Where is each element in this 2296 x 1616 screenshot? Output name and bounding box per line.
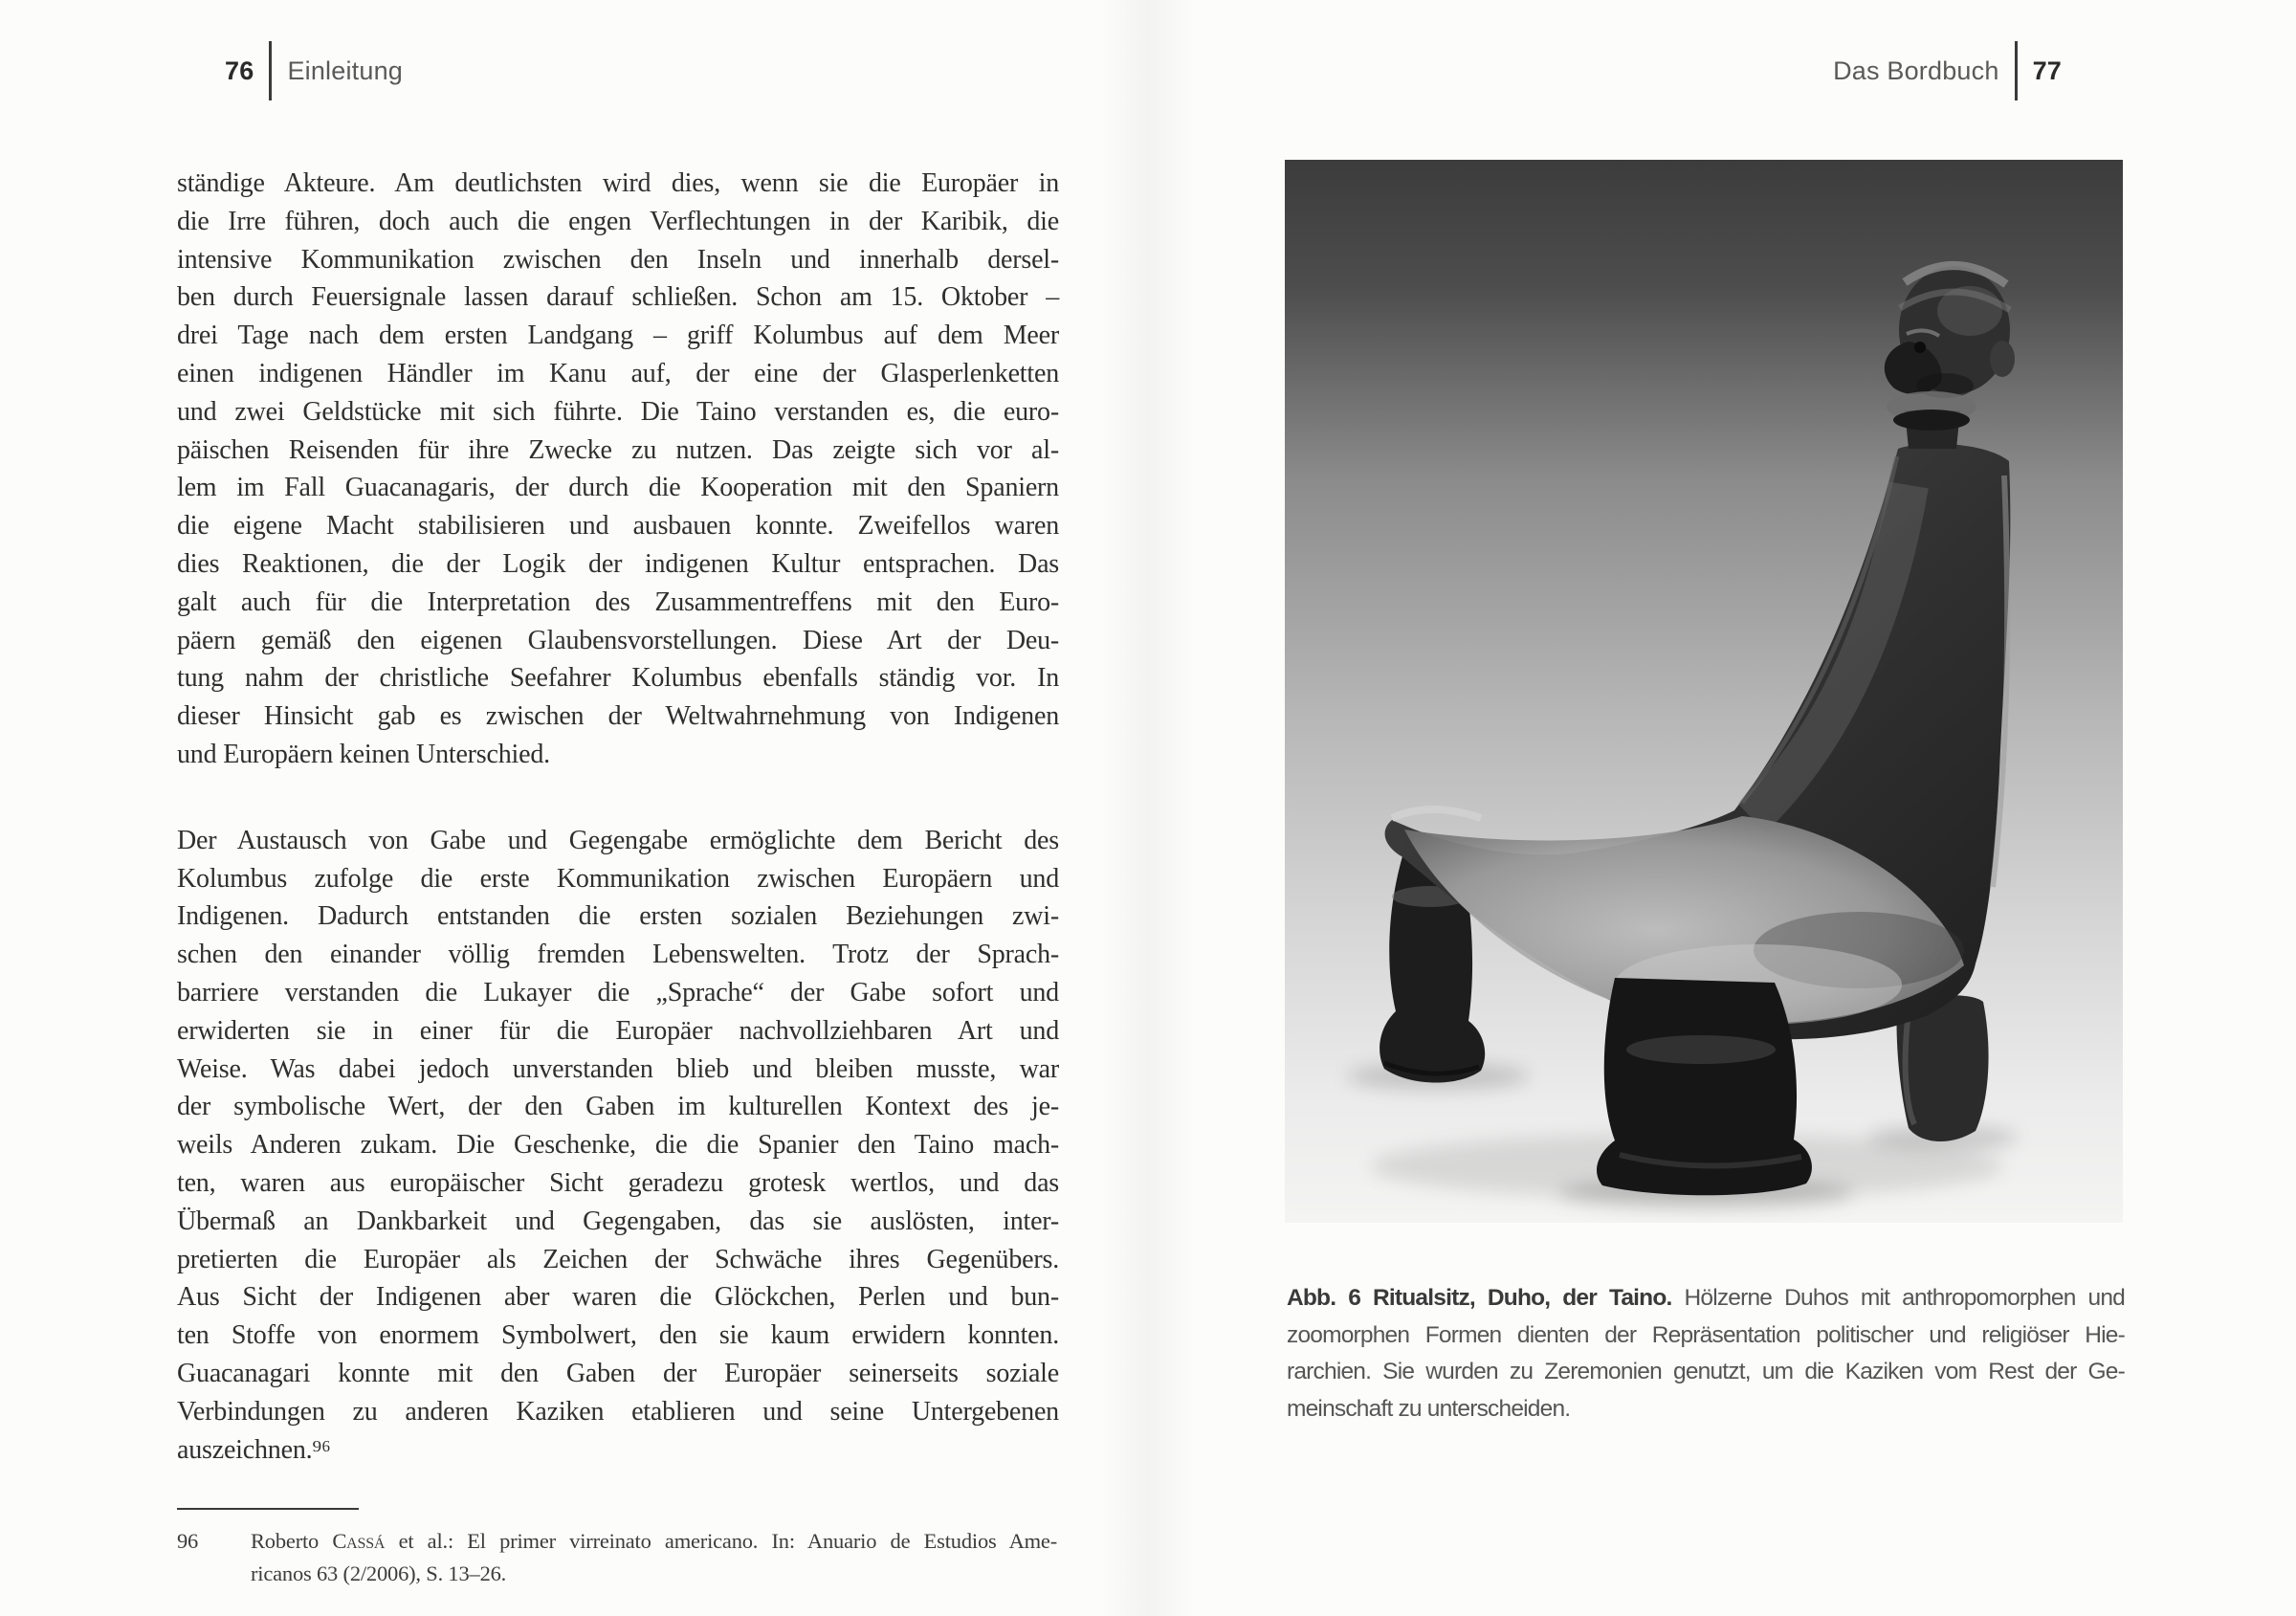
text-line: Weise. Was dabei jedoch unverstanden blieb und bleiben musste, war [177, 1053, 1059, 1084]
header-divider-right [2015, 41, 2018, 100]
text-line: dies Reaktionen, die der Logik der indigenen Kultur entsprachen. Das [177, 548, 1059, 579]
text-line: Aus Sicht der Indigenen aber waren die Glöckchen, Perlen und bun- [177, 1282, 1059, 1313]
caption-label: Abb. 6 Ritualsitz, Duho, der Taino. [1287, 1285, 1672, 1311]
figure-caption [1287, 1280, 2125, 1428]
footnote-line [251, 1525, 1057, 1558]
text-line: lem im Fall Guacanagaris, der durch die Kooperation mit den Spaniern [177, 473, 1059, 503]
text-line: ständige Akteure. Am deutlichsten wird dies, wenn sie die Europäer in [177, 168, 1059, 198]
body-text [177, 165, 1059, 1469]
duho-seat-illustration [1285, 160, 2123, 1223]
text-line: ben durch Feuersignale lassen darauf schließen. Schon am 15. Oktober – [177, 282, 1059, 313]
caption-line: rarchien. Sie wurden zu Zeremonien genutzt, um die Kaziken vom Rest der Ge- [1287, 1359, 2125, 1384]
text-line: und Europäern keinen Unterschied. [177, 739, 550, 769]
chapter-title: Das Bordbuch [1833, 55, 1999, 85]
text-line: galt auch für die Interpretation des Zusammentreffens mit den Euro- [177, 587, 1059, 617]
page-gutter-shadow [1100, 0, 1196, 1616]
caption-line: meinschaft zu unterscheiden. [1287, 1395, 1571, 1422]
footnote-line: ricanos 63 (2/2006), S. 13–26. [251, 1561, 507, 1585]
text-line: drei Tage nach dem ersten Landgang – griff Kolumbus auf dem Meer [177, 321, 1059, 351]
page-number-left: 76 [225, 55, 254, 85]
footnote-reference: et al.: El primer virreinato americano. In: Anuario de Estudios Ame- [385, 1529, 1058, 1553]
text-line: die Irre führen, doch auch die engen Verflechtungen in der Karibik, die [177, 206, 1059, 236]
footnote [177, 1525, 1057, 1590]
duho-head-ear [1990, 341, 2015, 377]
text-line: Übermaß an Dankbarkeit und Gegengaben, das sie auslösten, inter- [177, 1206, 1059, 1236]
text-line: und zwei Geldstücke mit sich führte. Die Taino verstanden es, die euro- [177, 396, 1059, 427]
caption-text-start: Hölzerne Duhos mit anthropomorphen und [1671, 1285, 2126, 1311]
text-line: päischen Reisenden für ihre Zwecke zu nutzen. Das zeigte sich vor al- [177, 434, 1059, 465]
paragraph-2 [177, 822, 1059, 1470]
text-line: auszeichnen.⁹⁶ [177, 1434, 331, 1465]
text-line: pretierten die Europäer als Zeichen der Schwäche ihres Gegenübers. [177, 1244, 1059, 1274]
footnote-author-pre: Roberto [251, 1529, 333, 1553]
text-line: einen indigenen Händler im Kanu auf, der eine der Glasperlenketten [177, 358, 1059, 388]
footnote-text [251, 1525, 1057, 1590]
left-page-header [225, 40, 403, 101]
paragraph-1 [177, 165, 1059, 774]
text-line: ten Stoffe von enormem Symbolwert, den sie kaum erwidern konnten. [177, 1320, 1059, 1351]
text-line: schen den einander völlig fremden Lebenswelten. Trotz der Sprach- [177, 940, 1059, 970]
text-line: Kolumbus zufolge die erste Kommunikation zwischen Europäern und [177, 863, 1059, 894]
text-line: barriere verstanden die Lukayer die „Sprache“ der Gabe sofort und [177, 977, 1059, 1007]
footnote-rule [177, 1508, 359, 1510]
caption-line [1287, 1280, 2125, 1317]
page-number-right: 77 [2032, 55, 2062, 85]
footnote-number: 96 [177, 1529, 199, 1553]
text-line: Der Austausch von Gabe und Gegengabe ermöglichte dem Bericht des [177, 825, 1059, 855]
text-line: tung nahm der christliche Seefahrer Kolumbus ebenfalls ständig vor. In [177, 663, 1059, 694]
text-line: Indigenen. Dadurch entstanden die ersten sozialen Beziehungen zwi- [177, 901, 1059, 932]
figure-photo [1285, 160, 2123, 1223]
footnote-author-smallcaps: Cassá [332, 1529, 386, 1553]
text-line: erwiderten sie in einer für die Europäer nachvollziehbaren Art und [177, 1015, 1059, 1046]
section-title: Einleitung [287, 55, 404, 85]
text-line: päern gemäß den eigenen Glaubensvorstellungen. Diese Art der Deu- [177, 625, 1059, 655]
text-line: ten, waren aus europäischer Sicht geradezu grotesk wertlos, und das [177, 1167, 1059, 1198]
text-line: Verbindungen zu anderen Kaziken etablieren und seine Untergebenen [177, 1396, 1059, 1427]
header-divider-left [269, 41, 272, 100]
caption-line: zoomorphen Formen dienten der Repräsentation politischer und religiöser Hie- [1287, 1321, 2125, 1348]
text-line: dieser Hinsicht gab es zwischen der Weltwahrnehmung von Indigenen [177, 701, 1059, 732]
text-line: weils Anderen zukam. Die Geschenke, die die Spanier den Taino mach- [177, 1130, 1059, 1161]
text-line: der symbolische Wert, der den Gaben im kulturellen Kontext des je- [177, 1092, 1059, 1122]
right-page-header [1833, 40, 2062, 101]
text-line: intensive Kommunikation zwischen den Inseln und innerhalb dersel- [177, 244, 1059, 275]
duho-front-right-leg [1597, 978, 1812, 1195]
text-line: die eigene Macht stabilisieren und ausbauen konnte. Zweifellos waren [177, 511, 1059, 542]
text-line: Guacanagari konnte mit den Gaben der Europäer seinerseits soziale [177, 1358, 1059, 1388]
